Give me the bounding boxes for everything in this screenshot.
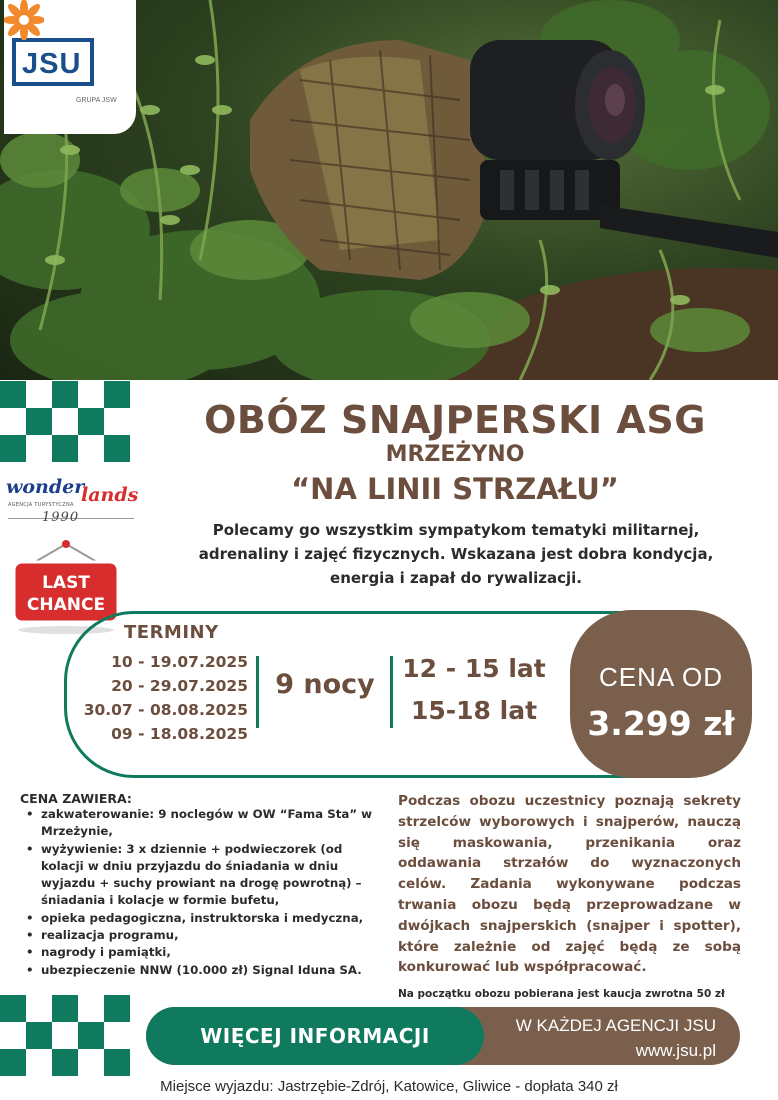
page-title: OBÓZ SNAJPERSKI ASG	[204, 398, 706, 442]
date-item: 20 - 29.07.2025	[111, 677, 248, 695]
included-item: • zakwaterowanie: 9 noclegów w OW “Fama Sta” w Mrzeżynie,	[24, 806, 374, 841]
checker-pattern-top	[0, 381, 130, 462]
wonderlands-logo	[6, 470, 139, 532]
sun-icon	[4, 0, 44, 40]
agency-info	[488, 1013, 716, 1063]
terms-heading: TERMINY	[124, 622, 219, 643]
intro-text: Polecamy go wszystkim sympatykom tematyki militarnej, adrenaliny i zajęć fizycznych. Wskazana jest dobra kondycja, energia i zapał do rywalizacji.	[198, 521, 714, 587]
more-info-button[interactable]: WIĘCEJ INFORMACJI	[146, 1007, 484, 1065]
date-item: 09 - 18.08.2025	[111, 725, 248, 743]
included-item: • realizacja programu,	[24, 927, 374, 944]
camp-description: Podczas obozu uczestnicy poznają sekrety strzelców wyborowych i snajperów, nauczą się maskowania, przenikania oraz oddawania strzałów do wyznaczonych celów. Zadania wykonywane podczas trwania obozu będą przeprowadzane w dwójkach snajperskich (snajper i spotter), które zależnie od zajęć będą ze sobą konkurować lub współpracować.	[398, 793, 741, 976]
divider	[390, 656, 393, 728]
price-value: 3.299 zł	[587, 704, 735, 743]
age-group: 12 - 15 lat	[402, 654, 546, 683]
jsu-logo	[4, 0, 136, 134]
camp-slogan: “NA LINII STRZAŁU”	[291, 472, 619, 506]
price-label: CENA OD	[598, 662, 724, 692]
departure-info: Miejsce wyjazdu: Jastrzębie-Zdrój, Katowice, Gliwice - dopłata 340 zł	[160, 1078, 618, 1095]
included-list	[24, 806, 374, 979]
price-badge	[570, 610, 752, 778]
checker-pattern-bottom	[0, 995, 130, 1076]
age-group: 15-18 lat	[410, 696, 538, 725]
group-label: GRUPA JSW	[76, 97, 117, 104]
included-item: • opieka pedagogiczna, instruktorska i medyczna,	[24, 910, 374, 927]
divider	[256, 656, 259, 728]
included-item: • nagrody i pamiątki,	[24, 944, 374, 961]
deposit-note: Na początku obozu pobierana jest kaucja zwrotna 50 zł	[398, 988, 725, 1000]
dates-list	[70, 650, 248, 746]
nights-count: 9 nocy	[275, 669, 375, 700]
wonderlands-logo-tagline: AGENCJA TURYSTYCZNA	[8, 502, 74, 508]
included-item: • ubezpieczenie NNW (10.000 zł) Signal Iduna SA.	[24, 962, 374, 979]
wonderlands-logo-word1: wonder	[6, 476, 85, 498]
date-item: 10 - 19.07.2025	[111, 653, 248, 671]
website-link[interactable]: www.jsu.pl	[635, 1041, 716, 1060]
jsu-logo-box	[12, 38, 94, 86]
wonderlands-logo-year: 1990	[42, 510, 80, 525]
included-heading: CENA ZAWIERA:	[20, 791, 132, 806]
age-groups	[396, 648, 552, 732]
agency-line: W KAŻDEJ AGENCJI JSU	[515, 1016, 716, 1035]
sign-text-last: LAST	[42, 573, 90, 593]
hero-photo	[0, 0, 778, 380]
date-item: 30.07 - 08.08.2025	[83, 701, 248, 719]
wonderlands-logo-word2: lands	[81, 484, 139, 506]
sign-text-chance: CHANCE	[26, 595, 106, 615]
jsu-logo-text: JSU	[22, 48, 82, 80]
location-subtitle: MRZEŻYNO	[385, 442, 525, 467]
included-item: • wyżywienie: 3 x dziennie + podwieczorek (od kolacji w dniu przyjazdu do śniadania w dniu wyjazdu + suchy prowiant na drogę powrotną) – śniadania i kolacje w formie bufetu,	[24, 841, 374, 910]
